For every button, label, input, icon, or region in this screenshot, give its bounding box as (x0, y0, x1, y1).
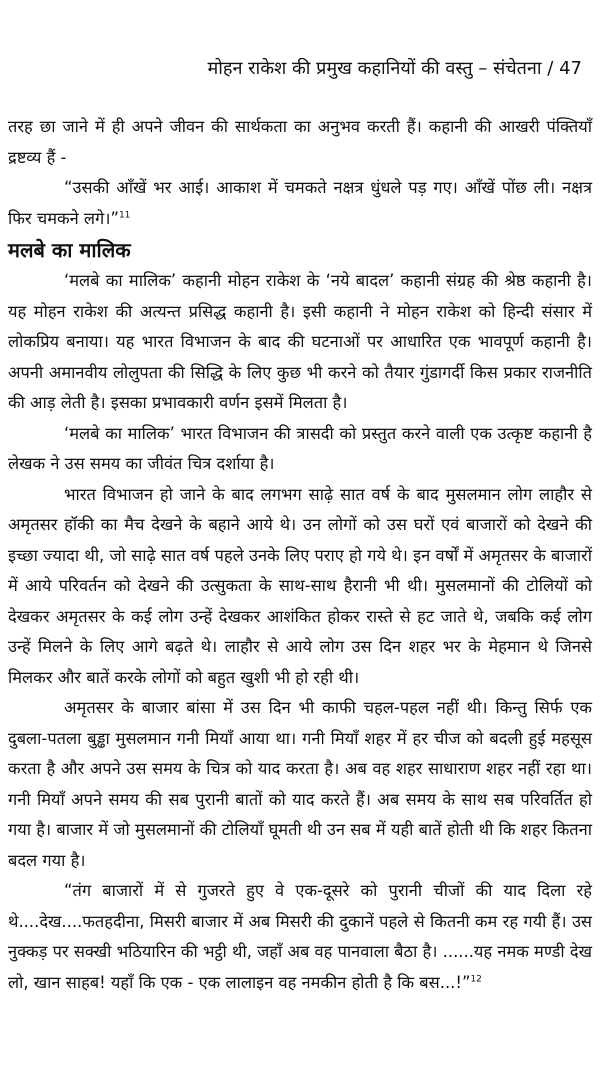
paragraph (8, 480, 592, 694)
paragraph (8, 266, 592, 419)
page-body (8, 112, 592, 998)
paragraph-text: ‘मलबे का मालिक’ भारत विभाजन की त्रासदी को प्रस्तुत करने वाली एक उत्कृष्ट कहानी है लेखक ने उस समय का जीवंत चित्र दर्शाया है। (8, 423, 592, 473)
quotation-text: “तंग बाजारों में से गुजरते हुए वे एक-दूसरे को पुरानी चीजों की याद दिला रहे थे....देख....फतहदीना, मिसरी बाजार में अब मिसरी की दुकानें पहले से कितनी कम रह गयी हैं। उस नुक्कड़ पर सक्खी भठियारिन की भट्ठी थी, जहाँ अब वह पानवाला बैठा है। ......यह नमक मण्डी देख लो, खान साहब! यहाँ कि एक - एक लालाइन वह नमकीन होती है कि बस...!” (8, 881, 592, 992)
paragraph (8, 112, 592, 173)
paragraph (8, 419, 592, 480)
paragraph (8, 693, 592, 876)
quotation (8, 876, 592, 998)
paragraph-text: भारत विभाजन हो जाने के बाद लगभग साढ़े सात वर्ष के बाद मुसलमान लोग लाहौर से अमृतसर हॉकी का मैच देखने के बहाने आये थे। उन लोगों को उस घरों एवं बाजारों को देखने की इच्छा ज्यादा थी, जो साढ़े सात वर्ष पहले उनके लिए पराए हो गये थे। इन वर्षों में अमृतसर के बाजारों में आये परिवर्तन को देखने की उत्सुकता के साथ-साथ हैरानी भी थी। मुसलमानों की टोलियों को देखकर अमृतसर के कई लोग उन्हें देखकर आशंकित होकर रास्ते से हट जाते थे, जबकि कई लोग उन्हें मिलने के लिए आगे बढ़ते थे। लाहौर से आये लोग उस दिन शहर भर के मेहमान थे जिनसे मिलकर और बातें करके लोगों को बहुत खुशी भी हो रही थी। (8, 484, 592, 687)
footnote-marker: 12 (470, 974, 482, 985)
section-heading: मलबे का मालिक (8, 238, 131, 262)
paragraph-text: अमृतसर के बाजार बांसा में उस दिन भी काफी चहल-पहल नहीं थी। किन्तु सिर्फ एक दुबला-पतला बुड्ढा मुसलमान गनी मियाँ आया था। गनी मियाँ शहर में हर चीज को बदली हुई महसूस करता है और अपने उस समय के चित्र को याद करता है। अब वह शहर साधाराण शहर नहीं रहा था। गनी मियाँ अपने समय की सब पुरानी बातों को याद करते हैं। अब समय के साथ सब परिवर्तित हो गया है। बाजार में जो मुसलमानों की टोलियाँ घूमती थी उन सब में यही बातें होती थी कि शहर कितना बदल गया है। (8, 698, 592, 870)
running-header: मोहन राकेश की प्रमुख कहानियों की वस्तु – संचेतना / 47 (207, 58, 582, 79)
quotation (8, 173, 592, 234)
footnote-marker: 11 (118, 210, 131, 221)
paragraph-text: तरह छा जाने में ही अपने जीवन की सार्थकता का अनुभव करती हैं। कहानी की आखरी पंक्तियाँ द्रष्टव्य हैं - (8, 117, 592, 167)
quotation-text: “उसकी आँखें भर आई। आकाश में चमकते नक्षत्र धुंधले पड़ गए। आँखें पोंछ ली। नक्षत्र फिर चमकने लगे।” (8, 178, 592, 228)
paragraph-text: ‘मलबे का मालिक’ कहानी मोहन राकेश के ‘नये बादल’ कहानी संग्रह की श्रेष्ठ कहानी है। यह मोहन राकेश की अत्यन्त प्रसिद्ध कहानी है। इसी कहानी ने मोहन राकेश को हिन्दी संसार में लोकप्रिय बनाया। यह भारत विभाजन के बाद की घटनाओं पर आधारित एक भावपूर्ण कहानी है। अपनी अमानवीय लोलुपता की सिद्धि के लिए कुछ भी करने को तैयार गुंडागर्दी किस प्रकार राजनीति की आड़ लेती है। इसका प्रभावकारी वर्णन इसमें मिलता है। (8, 271, 592, 412)
